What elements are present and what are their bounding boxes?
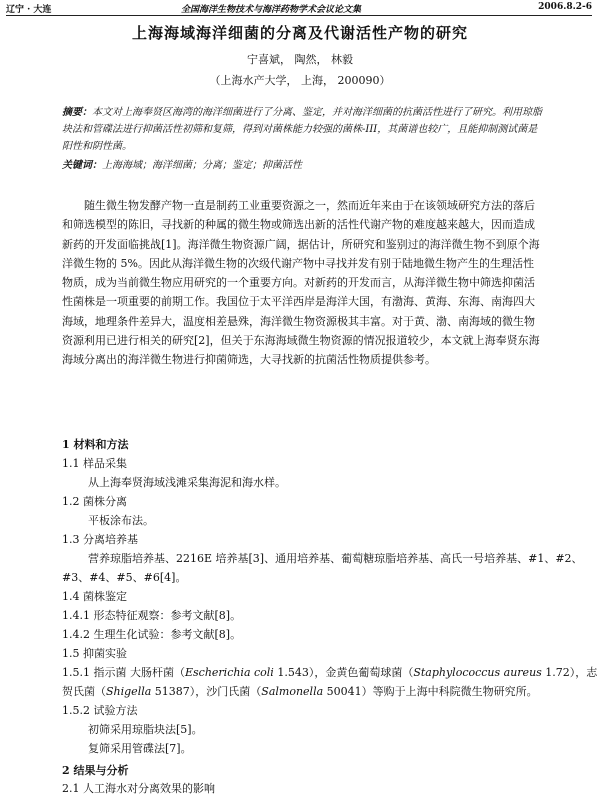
section-1-5-2-primary: 初筛采用琼脂块法[5]。 [88,723,203,736]
header-location: 辽宁 · 大连 [6,5,52,15]
keywords-label: 关键词： [62,160,102,171]
indicator-text: 1.543），金黄色葡萄球菌（ [273,666,414,679]
section-1-4-heading: 1.4 菌株鉴定 [62,590,127,603]
abstract-text: 本文对上海奉贤区海湾的海洋细菌进行了分离、鉴定，并对海洋细菌的抗菌活性进行了研究。利用琼脂块法和管碟法进行抑菌活性初筛和复筛，得到对菌株能力较强的菌株-III，其菌谱也较广，且能抑制测试菌是阳性和阴性菌。 [62,107,542,152]
keywords [62,157,544,174]
section-1-3-heading: 1.3 分离培养基 [62,533,138,546]
section-1-2-heading: 1.2 菌株分离 [62,495,127,508]
section-1-4-2: 1.4.2 生理生化试验：参考文献[8]。 [62,628,242,641]
section-1-5-2-secondary: 复筛采用管碟法[7]。 [88,742,192,755]
header-rule [6,15,592,16]
section-1-5-heading: 1.5 抑菌实验 [62,647,127,660]
introduction [62,196,544,370]
intro-paragraph: 随生微生物发酵产物一直是制药工业重要资源之一，然而近年来由于在该领域研究方法的落后和筛选模型的陈旧，寻找新的种属的微生物或筛选出新的活性代谢产物的难度越来越大，因而造成新药的开发面临挑战[1]。海洋微生物资源广阔，据估计，所研究和鉴别过的海洋微生物不到原个海洋微生物的 5%。因此从海洋微生物的次级代谢产物中寻找并发有别于陆地微生物产生的生理活性物质，成为当前微生物应用研究的一个重要方向。对新药的开发而言，从海洋微生物中筛选抑菌活性菌株是一项重要的前期工作。我国位于太平洋西岸是海洋大国，有渤海、黄海、东海、南海四大海域，地理条件差异大，温度相差悬殊，海洋微生物资源极其丰富。对于黄、渤、南海域的微生物资源利用已进行相关的研究[2]，但关于东海海域微生物资源的情况报道较少，本文就上海奉贤东海海域分离出的海洋微生物进行抑菌筛选，大寻找新的抗菌活性物质提供参考。 [62,199,540,367]
indicator-text: 51387），沙门氏菌（ [151,685,262,698]
species-saureus: Staphylococcus aureus [413,666,542,679]
abstract [62,104,544,155]
section-1-5-2-heading: 1.5.2 试验方法 [62,704,138,717]
species-salmonella: Salmonella [261,685,324,698]
species-shigella: Shigella [106,685,152,698]
header-date: 2006.8.2-6 [538,2,592,12]
header-conference: 全国海洋生物技术与海洋药物学术会议论文集 [181,5,362,15]
indicator-text: 1.72），志 [541,666,598,679]
section-1-1-heading: 1.1 样品采集 [62,457,127,470]
keywords-text: 上海海域；海洋细菌；分离；鉴定；抑菌活性 [102,160,302,171]
abstract-label: 摘要： [62,107,92,118]
section-1-1-text: 从上海奉贤海域浅滩采集海泥和海水样。 [88,476,286,489]
section-1-5-1-line2 [62,683,538,699]
section-1-3-text-line2: #3、#4、#5、#6[4]。 [62,571,187,584]
indicator-text: 贺氏菌（ [62,685,106,698]
section-1-4-1: 1.4.1 形态特征观察：参考文献[8]。 [62,609,242,622]
indicator-text: 50041）等购于上海中科院微生物研究所。 [323,685,538,698]
section-1-3-text-line1: 营养琼脂培养基、2216E 培养基[3]、通用培养基、葡萄糖琼脂培养基、高氏一号培养基、#1、#2、 [88,552,583,565]
paper-title: 上海海域海洋细菌的分离及代谢活性产物的研究 [131,24,468,42]
section-1-5-1-line1 [62,664,597,680]
indicator-text: 1.5.1 指示菌 大肠杆菌（ [62,666,185,679]
authors: 宁喜斌， 陶然， 林毅 [247,53,353,66]
affiliation: （上海水产大学， 上海， 200090） [209,74,391,87]
section-2-1-heading: 2.1 人工海水对分离效果的影响 [62,782,215,795]
running-header [6,2,592,16]
section-2-heading: 2 结果与分析 [62,764,129,777]
section-1-heading: 1 材料和方法 [62,438,129,451]
section-1-2-text: 平板涂布法。 [88,514,154,527]
species-ecoli: Escherichia coli [184,666,274,679]
